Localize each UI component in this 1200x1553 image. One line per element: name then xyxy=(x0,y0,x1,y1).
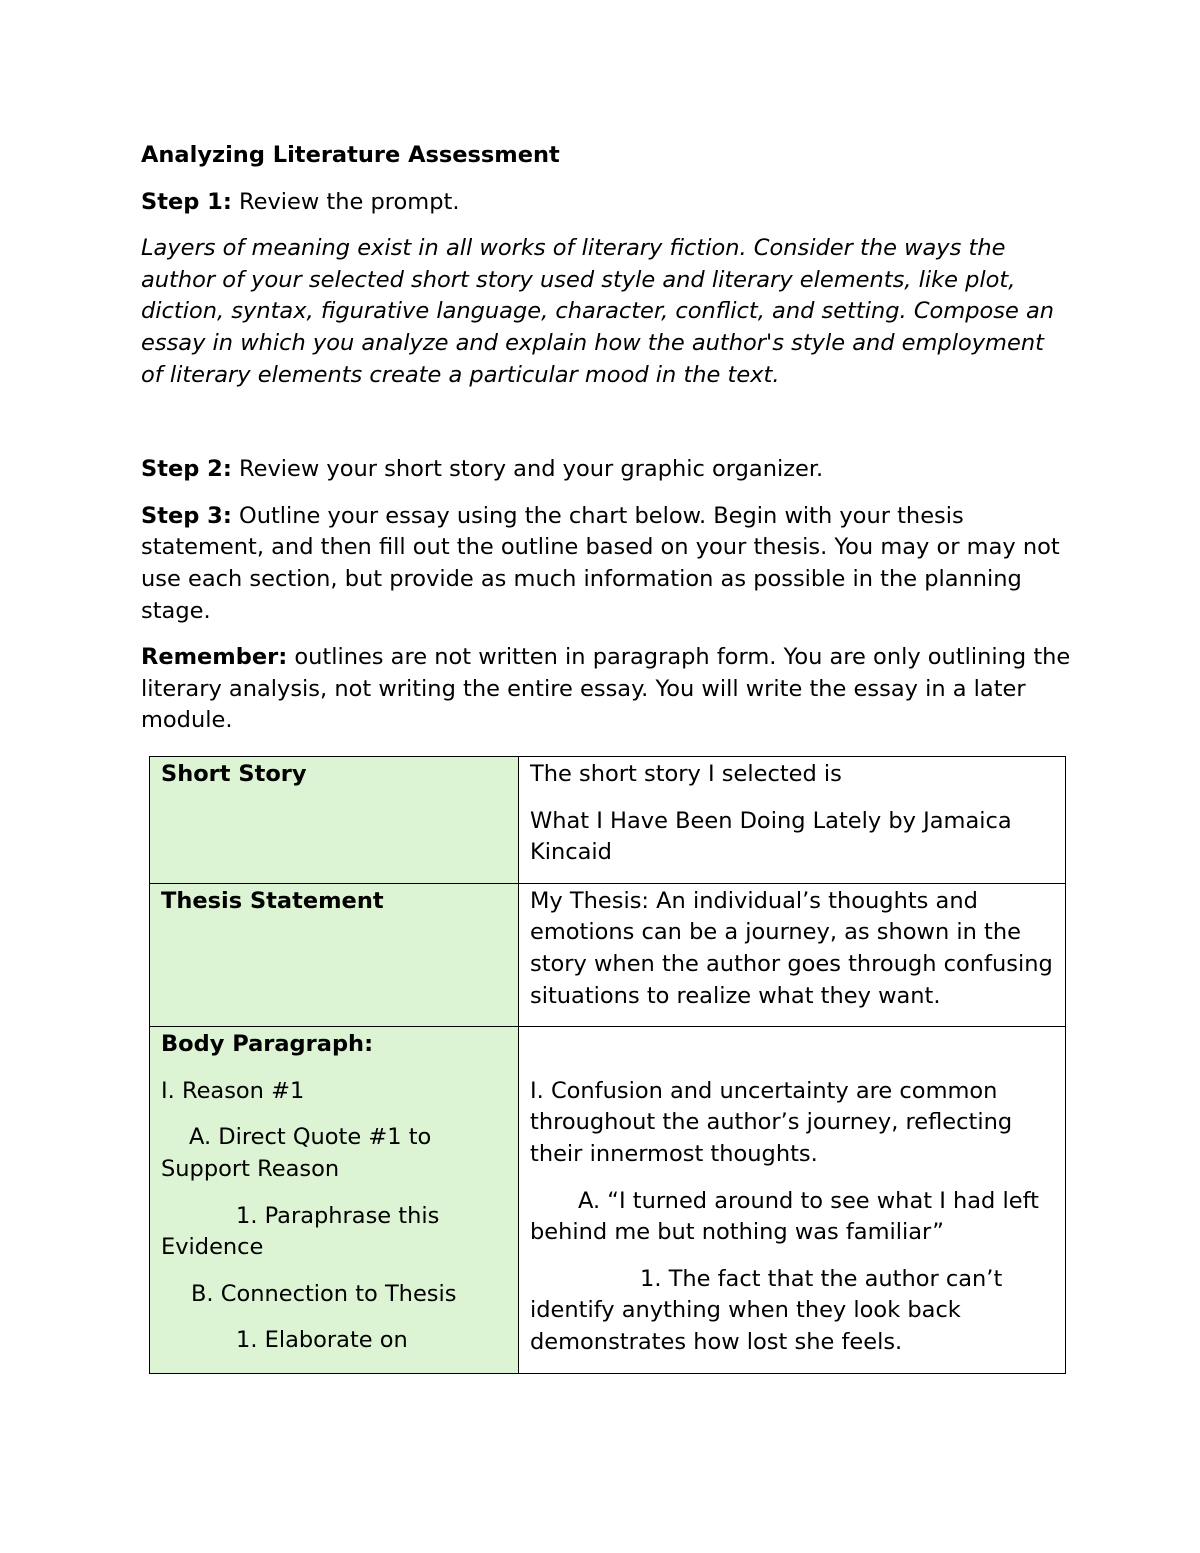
step-1-label: Step 1: xyxy=(141,188,232,215)
step-3-text: Outline your essay using the chart below. Begin with your thesis statement, and then fill out the outline based on your thesis. You may or may not use each section, but provide as much information as possible in the planning stage. xyxy=(141,502,1060,624)
table-row-thesis xyxy=(150,883,1066,1026)
remember-note xyxy=(141,642,1071,737)
short-story-value-cell xyxy=(519,757,1066,884)
thesis-statement: My Thesis: An individual’s thoughts and emotions can be a journey, as shown in the story when the author goes through confusing situations to realize what they want. xyxy=(530,887,1053,1009)
step-3-label: Step 3: xyxy=(141,502,232,529)
quote-answer: A. “I turned around to see what I had left behind me but nothing was familiar” xyxy=(530,1187,1039,1246)
blank-line xyxy=(530,1029,1055,1061)
step-2 xyxy=(141,454,1071,486)
document-title: Analyzing Literature Assessment xyxy=(141,142,560,168)
elaborate-label: 1. Elaborate on xyxy=(236,1327,408,1354)
step-2-text: Review your short story and your graphic organizer. xyxy=(231,456,824,483)
blank-line xyxy=(141,406,1071,454)
body-paragraph-label: Body Paragraph: xyxy=(161,1031,374,1058)
body-paragraph-label-cell xyxy=(150,1027,519,1373)
reason-answer: I. Confusion and uncertainty are common throughout the author’s journey, reflecting their innermost thoughts. xyxy=(530,1077,1013,1167)
reason-label: I. Reason #1 xyxy=(161,1077,305,1104)
paraphrase-label: 1. Paraphrase this Evidence xyxy=(161,1202,440,1261)
short-story-label-cell xyxy=(150,757,519,884)
body-paragraph-value-cell xyxy=(519,1027,1066,1373)
outline-table xyxy=(149,756,1066,1374)
document-body xyxy=(141,140,1071,752)
short-story-intro: The short story I selected is xyxy=(530,761,842,787)
paraphrase-answer: 1. The fact that the author can’t identify anything when they look back demonstrates how lost she feels. xyxy=(530,1265,1003,1355)
essay-prompt: Layers of meaning exist in all works of literary fiction. Consider the ways the author of your selected short story used style and literary elements, like plot, diction, syntax, figurative language, character, conflict, and setting. Compose an essay in which you analyze and explain how the author's style and employment of literary elements create a particular mood in the text. xyxy=(141,235,1055,388)
connection-label: B. Connection to Thesis xyxy=(191,1280,457,1307)
thesis-value-cell xyxy=(519,883,1066,1026)
step-1 xyxy=(141,187,1071,219)
short-story-title: What I Have Been Doing Lately by Jamaica Kincaid xyxy=(530,807,1012,866)
table-row-body-paragraph xyxy=(150,1027,1066,1373)
quote-label: A. Direct Quote #1 to Support Reason xyxy=(161,1124,432,1182)
remember-label: Remember: xyxy=(141,644,288,671)
table-row-short-story xyxy=(150,757,1066,884)
step-3 xyxy=(141,501,1071,627)
remember-text: outlines are not written in paragraph form. You are only outlining the literary analysis, not writing the entire essay. You will write the essay in a later module. xyxy=(141,644,1071,734)
step-1-text: Review the prompt. xyxy=(231,188,460,215)
step-2-label: Step 2: xyxy=(141,456,232,483)
thesis-label: Thesis Statement xyxy=(161,887,384,914)
short-story-label: Short Story xyxy=(161,761,307,787)
thesis-label-cell xyxy=(150,883,519,1026)
